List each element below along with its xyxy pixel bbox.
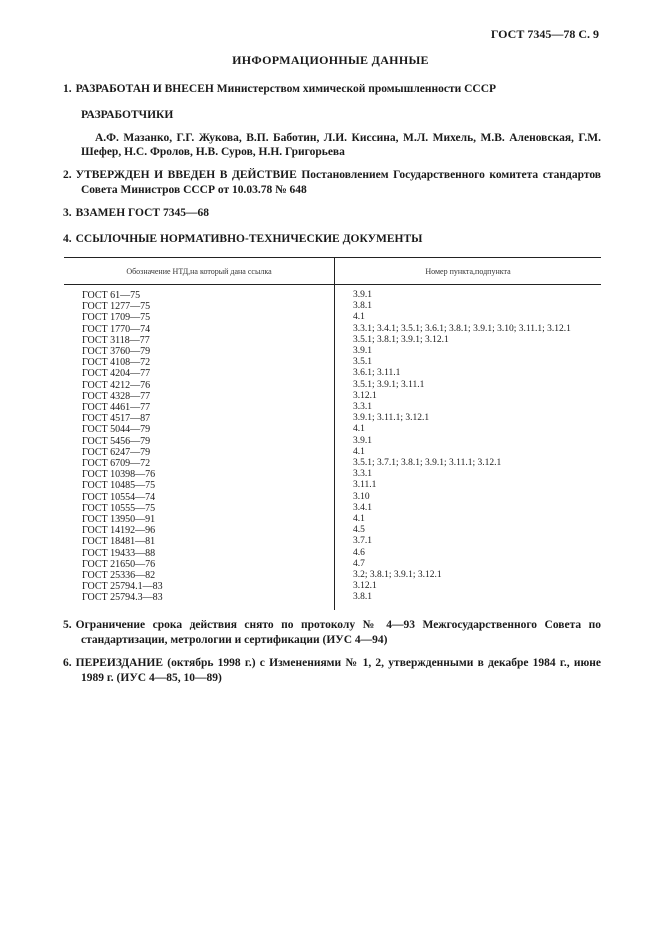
standard-designation-cell: ГОСТ 10485—75 xyxy=(64,480,335,491)
table-row xyxy=(64,514,601,525)
clause-numbers-cell: 3.8.1 xyxy=(353,592,372,603)
developers-names: А.Ф. Мазанко, Г.Г. Жукова, В.П. Баботин, Л.И. Киссина, М.Л. Михель, М.В. Аленовская, Г.М. Шефер, Н.С. Фролов, Н.В. Суров, Н.Н. Григорьева xyxy=(81,132,601,158)
table-row xyxy=(64,559,601,570)
table-row xyxy=(64,285,601,302)
clause-numbers-cell: 4.1 xyxy=(353,424,365,435)
clause-numbers-cell: 3.9.1 xyxy=(353,435,372,446)
clause-numbers-cell: 3.4.1 xyxy=(353,502,372,513)
clause-numbers-cell: 3.3.1 xyxy=(353,469,372,480)
clause-numbers-cell: 4.6 xyxy=(353,547,365,558)
standard-designation-cell: ГОСТ 10554—74 xyxy=(64,492,335,503)
standard-designation-cell: ГОСТ 1709—75 xyxy=(64,312,335,323)
standard-designation-cell: ГОСТ 10555—75 xyxy=(64,503,335,514)
column-header-clause: Номер пункта,подпункта xyxy=(335,258,602,285)
standard-designation-cell: ГОСТ 1277—75 xyxy=(64,301,335,312)
table-row xyxy=(64,581,601,592)
clause-numbers-cell: 4.1 xyxy=(353,312,365,323)
section-5 xyxy=(63,618,601,648)
standard-designation-cell: ГОСТ 1770—74 xyxy=(64,324,335,335)
section-4 xyxy=(63,232,601,247)
document-title: ИНФОРМАЦИОННЫЕ ДАННЫЕ xyxy=(232,53,429,67)
standard-designation-cell: ГОСТ 10398—76 xyxy=(64,469,335,480)
table-row xyxy=(64,413,601,424)
table-row xyxy=(64,424,601,435)
standard-designation-cell: ГОСТ 25794.1—83 xyxy=(64,581,335,592)
clause-numbers-cell: 3.6.1; 3.11.1 xyxy=(353,368,401,379)
standard-designation-cell: ГОСТ 3760—79 xyxy=(64,346,335,357)
standard-designation-cell: ГОСТ 5044—79 xyxy=(64,424,335,435)
standard-designation-cell: ГОСТ 13950—91 xyxy=(64,514,335,525)
clause-numbers-cell: 3.8.1 xyxy=(353,301,372,312)
table-row xyxy=(64,592,601,609)
page-header-code: ГОСТ 7345—78 С. 9 xyxy=(490,27,599,41)
table-row xyxy=(64,525,601,536)
table-row xyxy=(64,503,601,514)
table-row xyxy=(64,312,601,323)
standard-designation-cell: ГОСТ 21650—76 xyxy=(64,559,335,570)
standard-designation-cell: ГОСТ 3118—77 xyxy=(64,335,335,346)
clause-numbers-cell: 3.9.1 xyxy=(353,346,372,357)
clause-numbers-cell: 3.5.1; 3.7.1; 3.8.1; 3.9.1; 3.11.1; 3.12.1 xyxy=(353,458,502,469)
section-5-number: 5. xyxy=(63,619,72,631)
section-5-text: Ограничение срока действия снято по протоколу № 4—93 Межгосударственного Совета по стандартизации, метрологии и сертификации (ИУС 4—94) xyxy=(75,619,601,646)
table-row xyxy=(64,548,601,559)
table-row xyxy=(64,402,601,413)
table-row xyxy=(64,480,601,491)
section-2-text: Постановлением Государственного комитета стандартов Совета Министров СССР от 10.03.78 № 648 xyxy=(81,169,601,196)
clause-numbers-cell: 3.9.1 xyxy=(353,290,372,300)
table-row xyxy=(64,570,601,581)
clause-numbers-cell: 3.12.1 xyxy=(353,390,377,401)
table-row xyxy=(64,335,601,346)
clause-numbers-cell: 3.7.1 xyxy=(353,536,372,547)
section-1-heading: РАЗРАБОТАН И ВНЕСЕН xyxy=(75,83,214,95)
clause-numbers-cell: 3.10 xyxy=(353,491,370,502)
section-1 xyxy=(63,82,601,97)
section-6-number: 6. xyxy=(63,657,72,669)
table-row xyxy=(64,492,601,503)
standard-designation-cell: ГОСТ 14192—96 xyxy=(64,525,335,536)
table-row xyxy=(64,368,601,379)
standard-designation-cell: ГОСТ 4517—87 xyxy=(64,413,335,424)
section-2-number: 2. xyxy=(63,169,72,181)
section-4-number: 4. xyxy=(63,233,72,245)
section-3-number: 3. xyxy=(63,207,72,219)
clause-numbers-cell: 3.5.1; 3.8.1; 3.9.1; 3.12.1 xyxy=(353,334,449,345)
section-6-text: ПЕРЕИЗДАНИЕ (октябрь 1998 г.) с Изменениями № 1, 2, утвержденными в декабре 1984 г., июне 1989 г. (ИУС 4—85, 10—89) xyxy=(75,657,601,684)
section-3-heading: ВЗАМЕН ГОСТ 7345—68 xyxy=(75,207,209,219)
table-row xyxy=(64,301,601,312)
section-2-heading: УТВЕРЖДЕН И ВВЕДЕН В ДЕЙСТВИЕ xyxy=(75,169,297,181)
developers-title: РАЗРАБОТЧИКИ xyxy=(81,109,174,121)
references-table xyxy=(64,257,601,610)
standard-designation-cell: ГОСТ 61—75 xyxy=(64,285,335,302)
clause-numbers-cell: 3.2; 3.8.1; 3.9.1; 3.12.1 xyxy=(353,570,442,581)
table-row xyxy=(64,436,601,447)
standard-designation-cell: ГОСТ 6247—79 xyxy=(64,447,335,458)
section-4-heading: ССЫЛОЧНЫЕ НОРМАТИВНО-ТЕХНИЧЕСКИЕ ДОКУМЕНТЫ xyxy=(75,233,423,245)
standard-designation-cell: ГОСТ 4212—76 xyxy=(64,380,335,391)
clause-numbers-cell: 3.9.1; 3.11.1; 3.12.1 xyxy=(353,413,430,424)
standard-designation-cell: ГОСТ 6709—72 xyxy=(64,458,335,469)
standard-designation-cell: ГОСТ 4328—77 xyxy=(64,391,335,402)
clause-numbers-cell: 4.7 xyxy=(353,558,365,569)
clause-numbers-cell: 4.1 xyxy=(353,446,365,457)
section-1-number: 1. xyxy=(63,83,72,95)
table-row xyxy=(64,458,601,469)
clause-numbers-cell: 4.5 xyxy=(353,525,365,536)
standard-designation-cell: ГОСТ 4461—77 xyxy=(64,402,335,413)
clause-numbers-cell: 4.1 xyxy=(353,514,365,525)
references-table-body xyxy=(64,285,601,610)
clause-numbers-cell: 3.3.1; 3.4.1; 3.5.1; 3.6.1; 3.8.1; 3.9.1; 3.10; 3.11.1; 3.12.1 xyxy=(353,323,571,334)
standard-designation-cell: ГОСТ 4108—72 xyxy=(64,357,335,368)
table-row xyxy=(64,324,601,335)
standard-designation-cell: ГОСТ 18481—81 xyxy=(64,536,335,547)
clause-numbers-cell: 3.5.1; 3.9.1; 3.11.1 xyxy=(353,379,425,390)
standard-designation-cell: ГОСТ 19433—88 xyxy=(64,548,335,559)
table-row xyxy=(64,469,601,480)
table-row xyxy=(64,536,601,547)
column-header-standard: Обозначение НТД,на который дана ссылка xyxy=(64,258,335,285)
table-row xyxy=(64,357,601,368)
table-header-row xyxy=(64,258,601,285)
table-row xyxy=(64,447,601,458)
section-3 xyxy=(63,206,601,221)
table-row xyxy=(64,380,601,391)
standard-designation-cell: ГОСТ 4204—77 xyxy=(64,368,335,379)
clause-numbers-cell: 3.5.1 xyxy=(353,357,372,368)
section-1-text: Министерством химической промышленности СССР xyxy=(213,83,497,95)
clause-numbers-cell: 3.12.1 xyxy=(353,581,377,592)
table-row xyxy=(64,391,601,402)
standard-designation-cell: ГОСТ 25336—82 xyxy=(64,570,335,581)
section-2 xyxy=(63,168,601,198)
clause-numbers-cell: 3.3.1 xyxy=(353,402,372,413)
standard-designation-cell: ГОСТ 25794.3—83 xyxy=(64,592,335,609)
clause-numbers-cell: 3.11.1 xyxy=(353,480,377,491)
standard-designation-cell: ГОСТ 5456—79 xyxy=(64,436,335,447)
section-6 xyxy=(63,656,601,686)
table-row xyxy=(64,346,601,357)
